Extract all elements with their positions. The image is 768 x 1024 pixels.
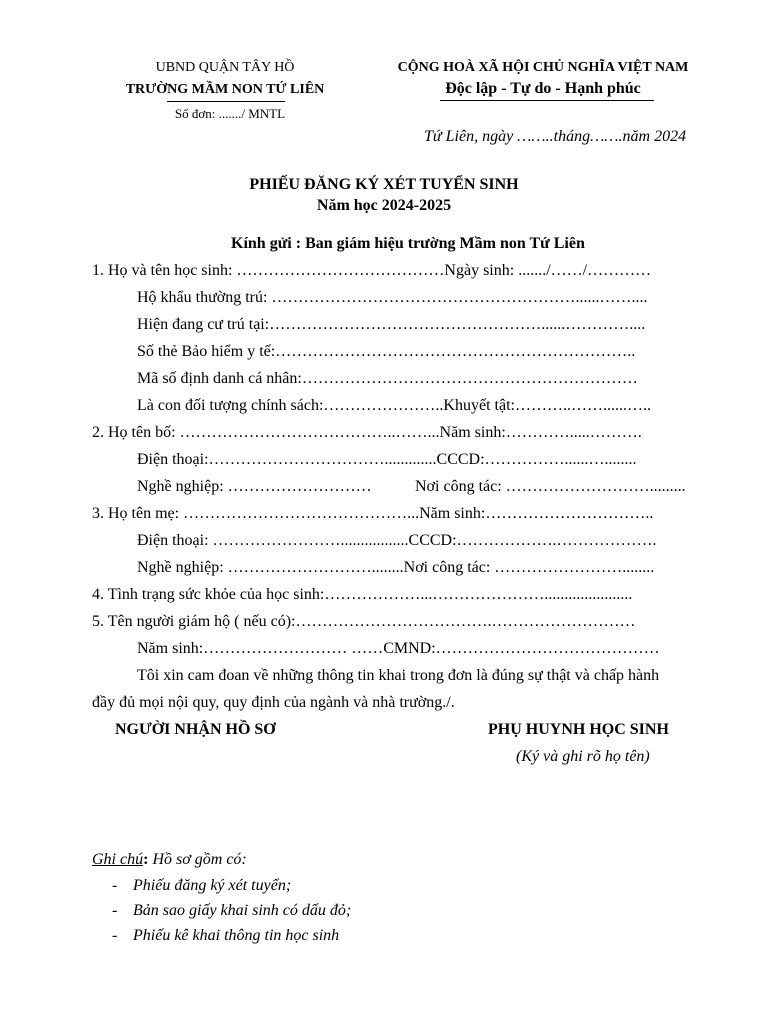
policy-disability-line: Là con đối tượng chính sách:…………………..Khuyết tật:………..……......…..: [137, 397, 651, 414]
parent-heading: PHỤ HUYNH HỌC SINH: [488, 721, 669, 738]
notes-item: Phiếu đăng ký xét tuyển;: [133, 877, 292, 894]
mother-name-line: 3. Họ tên mẹ: ……………………………………...Năm sinh:…………………………..: [92, 505, 654, 522]
guardian-birth-line: Năm sinh:……………………… ……CMND:……………………………………: [137, 640, 660, 657]
signature-note: (Ký và ghi rõ họ tên): [516, 748, 650, 765]
notes-bullet: -: [112, 927, 118, 944]
notes-colon: :: [143, 851, 149, 868]
notes-label: Ghi chú: [92, 851, 144, 868]
application-number: Số đơn: ......./ MNTL: [174, 106, 286, 121]
school-year: Năm học 2024-2025: [316, 197, 452, 214]
org-name: UBND QUẬN TÂY HỒ: [155, 60, 295, 75]
school-name: TRƯỜNG MẦM NON TỨ LIÊN: [125, 82, 325, 97]
addressee: Kính gửi : Ban giám hiệu trường Mầm non Tứ Liên: [231, 235, 585, 252]
health-insurance-line: Số thẻ Bảo hiểm y tế:…………………………………………………………..: [137, 343, 636, 360]
commitment-text-1: Tôi xin cam đoan về những thông tin khai trong đơn là đúng sự thật và chấp hành: [137, 667, 660, 684]
notes-bullet: -: [112, 902, 118, 919]
form-title: PHIẾU ĐĂNG KÝ XÉT TUYỂN SINH: [249, 176, 519, 193]
school-underline: [167, 101, 285, 102]
father-phone-line: Điện thoại:…………………………….............CCCD:……………......…........: [137, 451, 637, 468]
student-name-line: 1. Họ và tên học sinh: …………………………………Ngày sinh: ......./……/…………: [92, 262, 652, 279]
motto-underline: [440, 100, 654, 101]
notes-intro: Hồ sơ gồm có:: [148, 851, 247, 868]
receiver-heading: NGƯỜI NHẬN HỒ SƠ: [115, 721, 276, 738]
commitment-text-2: đầy đủ mọi nội quy, quy định của ngành và nhà trường./.: [92, 694, 455, 711]
notes-item: Bản sao giấy khai sinh có dấu đỏ;: [133, 902, 352, 919]
current-residence-line: Hiện đang cư trú tại:……………………………………………......…………....: [137, 316, 646, 333]
permanent-residence-line: Hộ khẩu thường trú: …………………………………………………......……....: [137, 289, 648, 306]
father-occupation: Nghề nghiệp: ………………………: [137, 478, 372, 495]
nation-name: CỘNG HOÀ XÃ HỘI CHỦ NGHĨA VIỆT NAM: [397, 60, 689, 75]
guardian-name-line: 5. Tên người giám hộ ( nếu có):……………………………….………………………: [92, 613, 636, 630]
notes-item: Phiếu kê khai thông tin học sinh: [133, 927, 340, 944]
date-line: Tứ Liên, ngày ……..tháng…….năm 2024: [424, 128, 687, 145]
father-workplace: Nơi công tác: ……………………….........: [415, 478, 686, 495]
notes-heading: [92, 851, 247, 869]
notes-bullet: -: [112, 877, 118, 894]
personal-id-line: Mã số định danh cá nhân:………………………………………………………: [137, 370, 638, 387]
health-status-line: 4. Tình trạng sức khỏe của học sinh:………………...…………………......................: [92, 586, 633, 603]
father-name-line: 2. Họ tên bố: …………………………………..……...Năm sinh:………….....……….: [92, 424, 642, 441]
national-motto: Độc lập - Tự do - Hạnh phúc: [445, 80, 641, 97]
mother-phone-line: Điện thoại: …………………….................CCCD:……………….……………….: [137, 532, 657, 549]
mother-occupation-line: Nghề nghiệp: ………………………........Nơi công tác: ……………………........: [137, 559, 655, 576]
